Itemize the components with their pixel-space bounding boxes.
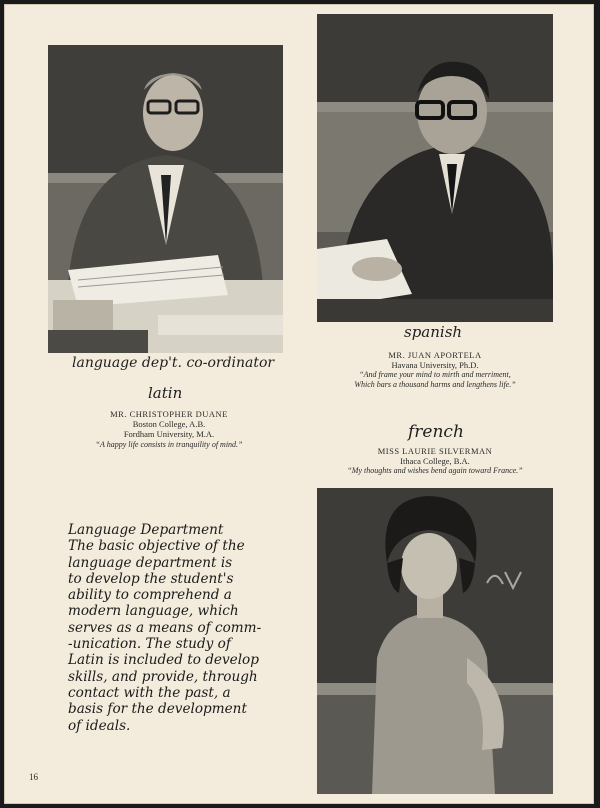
essay-line: ability to comprehend a bbox=[68, 587, 232, 604]
subject-label-french: french bbox=[408, 422, 464, 442]
teacher-name: MISS LAURIE SILVERMAN bbox=[377, 446, 493, 456]
teacher-school: Havana University, Ph.D. bbox=[391, 360, 479, 371]
essay-line: skills, and provide, through bbox=[68, 668, 258, 685]
essay-line: Language Department bbox=[68, 522, 224, 538]
teacher-quote: “A happy life consists in tranquility of mind.” bbox=[95, 439, 243, 449]
role-label-coordinator: language dep't. co-ordinator bbox=[72, 355, 275, 371]
essay-line: -unication. The study of bbox=[68, 636, 231, 653]
yearbook-page bbox=[4, 4, 594, 804]
page-number: 16 bbox=[29, 772, 38, 782]
teacher-school: Boston College, A.B. bbox=[132, 419, 206, 430]
essay-line: basis for the development bbox=[68, 701, 247, 718]
teacher-name: MR. JUAN APORTELA bbox=[388, 350, 482, 360]
essay-line: language department is bbox=[68, 554, 233, 571]
essay-line: serves as a means of comm- bbox=[68, 619, 262, 636]
teacher-school: Fordham University, M.A. bbox=[123, 429, 215, 440]
essay-line: modern language, which bbox=[68, 603, 239, 620]
caption-silverman bbox=[320, 446, 550, 476]
teacher-quote: “And frame your mind to mirth and merriment, bbox=[359, 370, 511, 380]
subject-label-spanish: spanish bbox=[404, 323, 463, 341]
photo-laurie-silverman bbox=[317, 488, 553, 794]
caption-aportela bbox=[322, 350, 548, 390]
subject-label-latin: latin bbox=[148, 384, 183, 402]
teacher-school: Ithaca College, B.A. bbox=[400, 456, 470, 467]
essay-line: of ideals. bbox=[68, 717, 131, 734]
caption-duane bbox=[64, 409, 274, 449]
teacher-quote: “My thoughts and wishes bend again toward France.” bbox=[347, 466, 523, 476]
essay-line: to develop the student's bbox=[68, 570, 234, 587]
photo-christopher-duane bbox=[48, 45, 283, 353]
photo-juan-aportela bbox=[317, 14, 553, 322]
essay-line: The basic objective of the bbox=[68, 538, 245, 555]
essay-line: contact with the past, a bbox=[68, 684, 231, 701]
teacher-name: MR. CHRISTOPHER DUANE bbox=[110, 409, 228, 419]
department-essay bbox=[68, 522, 308, 734]
teacher-quote: Which bars a thousand harms and lengthens life.” bbox=[354, 379, 516, 389]
essay-line: Latin is included to develop bbox=[68, 652, 259, 669]
